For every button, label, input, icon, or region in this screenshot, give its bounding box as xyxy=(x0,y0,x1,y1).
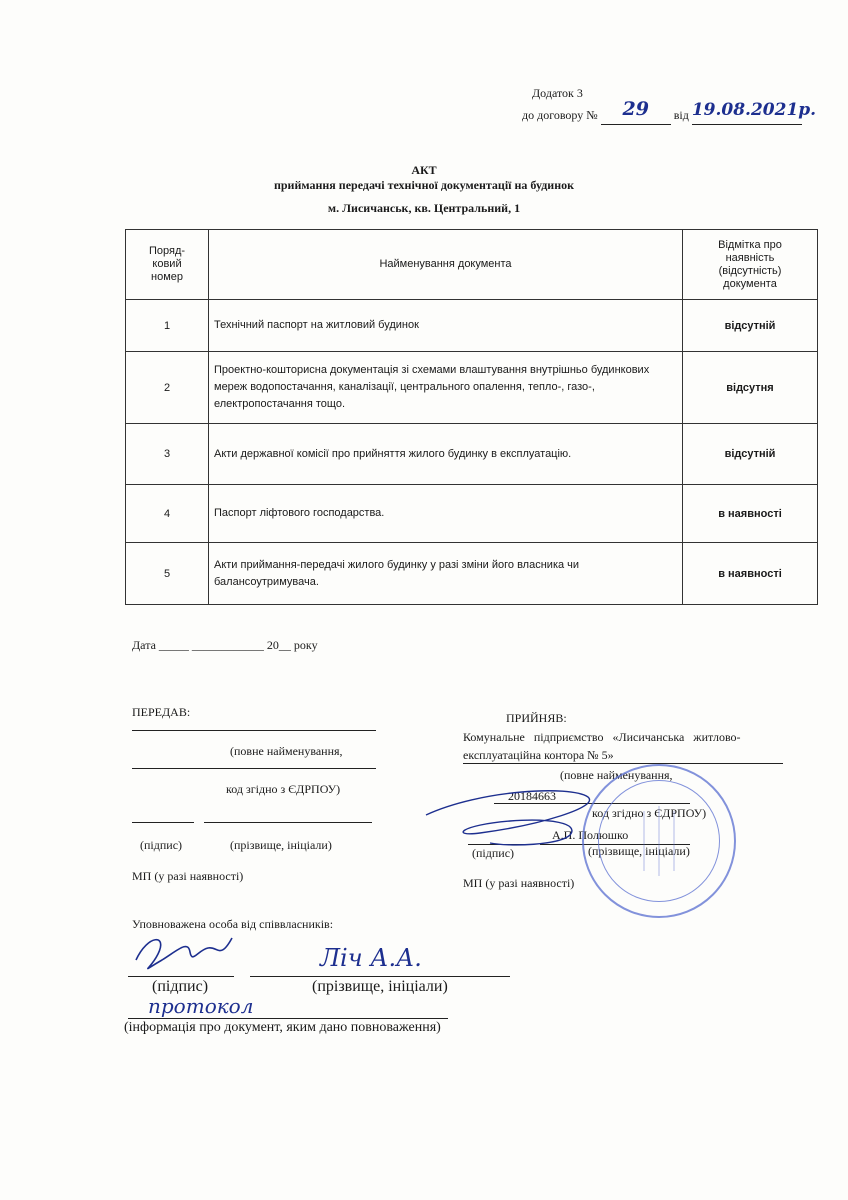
accepted-edrpou-caption: код згідно з ЄДРПОУ) xyxy=(592,806,707,820)
owners-surname-caption: (прізвище, ініціали) xyxy=(312,978,448,995)
table-row xyxy=(126,352,818,424)
owners-signature-scribble xyxy=(128,930,238,978)
accepted-label: ПРИЙНЯВ: xyxy=(506,711,567,725)
row-name: Акти приймання-передачі жилого будинку у разі зміни його власника чи балансоутримувача. xyxy=(209,543,683,605)
row-name: Паспорт ліфтового господарства. xyxy=(209,485,683,543)
transferred-name-caption: (повне найменування, xyxy=(230,744,343,758)
row-status: в наявності xyxy=(683,485,818,543)
table-header-row xyxy=(126,230,818,300)
row-num: 4 xyxy=(126,485,209,543)
transferred-signature-caption: (підпис) xyxy=(140,838,183,852)
transferred-seal: МП (у разі наявності) xyxy=(132,869,244,883)
row-status: відсутній xyxy=(683,300,818,352)
owners-label: Уповноважена особа від співвласників: xyxy=(132,917,334,931)
owners-surname-line xyxy=(250,976,510,977)
documents-table xyxy=(125,229,818,605)
table-row xyxy=(126,300,818,352)
accepted-edrpou-value: 20184663 xyxy=(508,789,556,803)
owners-handwritten-doc: протокол xyxy=(148,994,254,1018)
owners-doc-caption: (інформація про документ, яким дано повноваження) xyxy=(124,1020,441,1035)
transferred-signature-line xyxy=(132,822,194,823)
act-address: м. Лисичанськ, кв. Центральний, 1 xyxy=(327,201,521,215)
act-title: АКТ xyxy=(411,163,437,177)
owners-signature-line xyxy=(128,976,234,977)
row-name: Акти державної комісії про прийняття жилого будинку в експлуатацію. xyxy=(209,424,683,485)
row-status: відсутня xyxy=(683,352,818,424)
transferred-name-line xyxy=(132,730,376,731)
owners-signature-caption: (підпис) xyxy=(152,978,209,995)
row-num: 1 xyxy=(126,300,209,352)
appendix-label: Додаток 3 xyxy=(532,86,583,100)
round-stamp-icon xyxy=(582,764,736,918)
transferred-label: ПЕРЕДАВ: xyxy=(132,705,191,719)
transferred-surname-caption: (прізвище, ініціали) xyxy=(230,838,332,852)
table-row xyxy=(126,424,818,485)
owners-handwritten-name: Ліч А.А. xyxy=(320,944,422,972)
table-row xyxy=(126,485,818,543)
date-line: Дата _____ ____________ 20__ року xyxy=(132,638,318,652)
transferred-edrpou-caption: код згідно з ЄДРПОУ) xyxy=(226,782,341,796)
header-name: Найменування документа xyxy=(209,230,683,300)
owners-doc-line xyxy=(128,1018,448,1019)
date-prefix: від xyxy=(673,108,689,122)
accepted-surname-caption: (прізвище, ініціали) xyxy=(588,844,690,858)
accepted-org-line2: експлуатаційна контора № 5» xyxy=(463,748,614,762)
contract-number: 29 xyxy=(622,98,649,120)
transferred-surname-line xyxy=(204,822,372,823)
row-num: 2 xyxy=(126,352,209,424)
row-status: в наявності xyxy=(683,543,818,605)
row-num: 5 xyxy=(126,543,209,605)
accepted-signature-caption: (підпис) xyxy=(472,846,515,860)
accepted-org-underline xyxy=(463,763,783,764)
header-status: Відмітка про наявність (відсутність) документа xyxy=(683,230,818,300)
accepted-seal: МП (у разі наявності) xyxy=(463,876,575,890)
transferred-edrpou-line xyxy=(132,768,376,769)
row-name: Проектно-кошторисна документація зі схемами влаштування внутрішньо будинкових мереж водопостачання, каналізації, центрального опалення, тепло-, газо-, електропостачання тощо. xyxy=(209,352,683,424)
contract-prefix: до договору № xyxy=(522,108,598,122)
contract-line xyxy=(522,98,817,125)
header-num: Поряд- ковий номер xyxy=(126,230,209,300)
contract-date: 19.08.2021р. xyxy=(691,100,817,120)
row-num: 3 xyxy=(126,424,209,485)
row-status: відсутній xyxy=(683,424,818,485)
row-name: Технічний паспорт на житловий будинок xyxy=(209,300,683,352)
accepted-org-line1: Комунальне підприємство «Лисичанська житлово- xyxy=(463,730,741,744)
accepted-signer-name: А.П. Полюшко xyxy=(552,828,629,842)
act-subtitle: приймання передачі технічної документації на будинок xyxy=(273,178,575,192)
table-row xyxy=(126,543,818,605)
accepted-name-caption: (повне найменування, xyxy=(560,768,673,782)
